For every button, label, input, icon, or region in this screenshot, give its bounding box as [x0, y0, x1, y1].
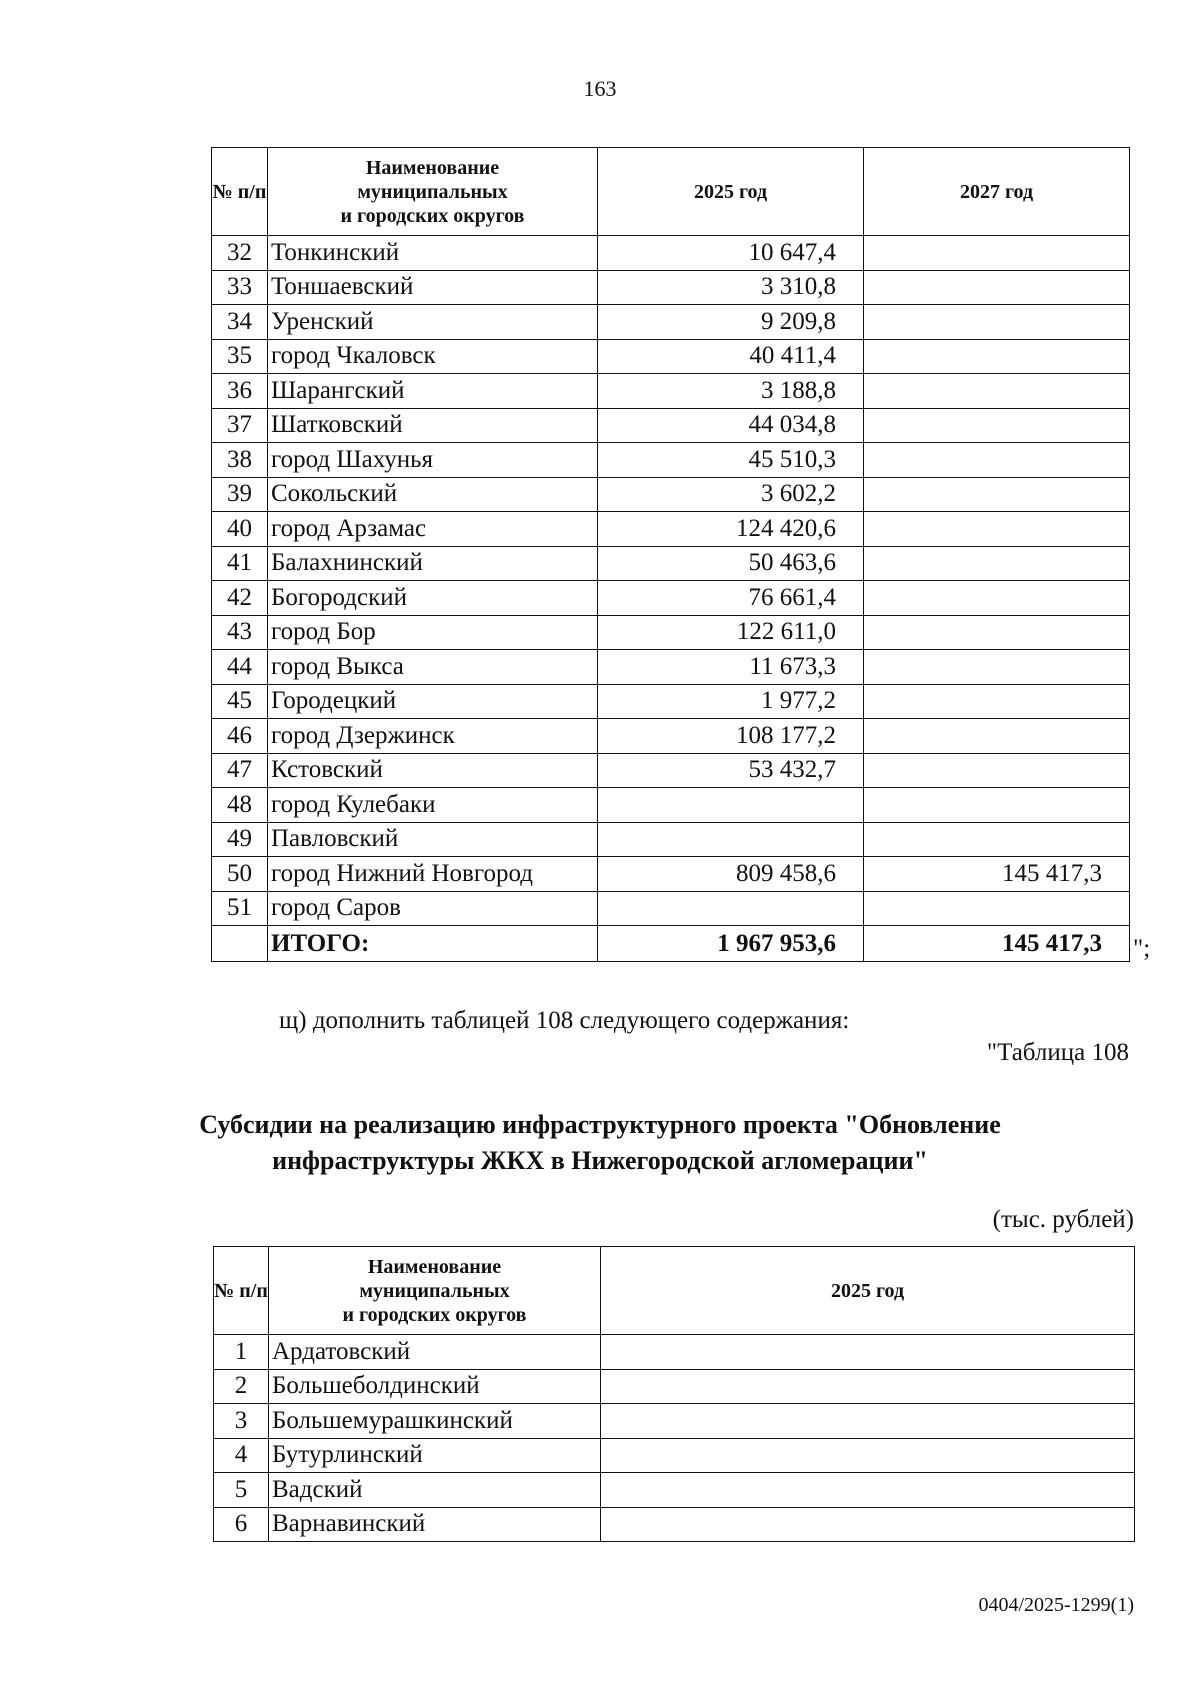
table-row [212, 512, 1130, 547]
municipality-name: Балахнинский [268, 546, 598, 581]
table-row [212, 236, 1130, 271]
row-number: 6 [214, 1507, 269, 1542]
municipality-name: город Бор [268, 615, 598, 650]
value-2027 [864, 305, 1130, 340]
value-2027 [864, 650, 1130, 685]
row-number: 42 [212, 581, 268, 616]
municipality-name: Павловский [268, 822, 598, 857]
municipality-name: город Выкса [268, 650, 598, 685]
municipality-name: Большеболдинский [269, 1369, 601, 1404]
value-2025: 809 458,6 [598, 857, 864, 892]
value-2027 [864, 408, 1130, 443]
total-row [212, 926, 1130, 962]
table-row [212, 546, 1130, 581]
value-2027 [864, 546, 1130, 581]
row-number: 32 [212, 236, 268, 271]
row-number: 51 [212, 891, 268, 926]
units-label: (тыс. рублей) [992, 1206, 1134, 1233]
table-row [212, 270, 1130, 305]
table-row [212, 684, 1130, 719]
municipality-name: город Нижний Новгород [268, 857, 598, 892]
value-2027 [864, 891, 1130, 926]
municipality-name: Шатковский [268, 408, 598, 443]
header-municipality [268, 148, 598, 236]
header-municipality-line3: и городских округов [342, 1303, 527, 1326]
value-2027 [864, 443, 1130, 478]
row-number: 48 [212, 788, 268, 823]
row-number: 1 [214, 1335, 269, 1370]
municipality-name: Уренский [268, 305, 598, 340]
row-number: 45 [212, 684, 268, 719]
table-row [214, 1507, 1135, 1542]
value-2025: 108 177,2 [598, 719, 864, 754]
total-label: ИТОГО: [268, 926, 598, 962]
table-row [212, 477, 1130, 512]
table-row [212, 822, 1130, 857]
table-row [212, 788, 1130, 823]
municipality-name: Сокольский [268, 477, 598, 512]
value-2027 [864, 477, 1130, 512]
table-row [212, 339, 1130, 374]
value-2027 [864, 684, 1130, 719]
municipality-name: Городецкий [268, 684, 598, 719]
municipality-name: город Шахунья [268, 443, 598, 478]
table-row [212, 615, 1130, 650]
row-number: 47 [212, 753, 268, 788]
header-municipality-line3: и городских округов [340, 204, 525, 227]
value-2025: 3 188,8 [598, 374, 864, 409]
row-number: 36 [212, 374, 268, 409]
table-row [214, 1438, 1135, 1473]
value-2027 [864, 719, 1130, 754]
table2-body [214, 1335, 1135, 1542]
municipality-name: Большемурашкинский [269, 1404, 601, 1439]
municipality-name: город Арзамас [268, 512, 598, 547]
value-2025: 40 411,4 [598, 339, 864, 374]
value-2025: 1 977,2 [598, 684, 864, 719]
row-number: 46 [212, 719, 268, 754]
header-municipality [269, 1247, 601, 1335]
table-row [212, 374, 1130, 409]
value-2025 [601, 1369, 1135, 1404]
value-2027 [864, 270, 1130, 305]
value-2025 [601, 1404, 1135, 1439]
row-number: 3 [214, 1404, 269, 1439]
municipality-name: Вадский [269, 1473, 601, 1508]
value-2025 [601, 1507, 1135, 1542]
row-number: 4 [214, 1438, 269, 1473]
municipality-name: Бутурлинский [269, 1438, 601, 1473]
value-2025: 3 310,8 [598, 270, 864, 305]
row-number: 38 [212, 443, 268, 478]
table-row [212, 857, 1130, 892]
table-row [214, 1335, 1135, 1370]
value-2025 [601, 1473, 1135, 1508]
row-number: 44 [212, 650, 268, 685]
value-2027 [864, 512, 1130, 547]
row-number: 41 [212, 546, 268, 581]
value-2027 [864, 753, 1130, 788]
header-municipality-line1: Наименование [367, 1255, 502, 1278]
value-2025: 3 602,2 [598, 477, 864, 512]
subsidy-table-continued [211, 147, 1130, 962]
header-municipality-line2: муниципальных [359, 1279, 510, 1302]
section-title [0, 1107, 1200, 1179]
header-municipality-line1: Наименование [365, 156, 500, 179]
municipality-name: город Дзержинск [268, 719, 598, 754]
value-2025: 11 673,3 [598, 650, 864, 685]
row-number: 34 [212, 305, 268, 340]
value-2025 [601, 1438, 1135, 1473]
header-year-2025: 2025 год [601, 1247, 1135, 1335]
value-2027 [864, 339, 1130, 374]
table-108 [213, 1246, 1135, 1542]
table1-body [212, 236, 1130, 926]
total-num-cell [212, 926, 268, 962]
value-2027 [864, 822, 1130, 857]
municipality-name: Шарангский [268, 374, 598, 409]
value-2025: 44 034,8 [598, 408, 864, 443]
row-number: 50 [212, 857, 268, 892]
table-row [212, 408, 1130, 443]
row-number: 49 [212, 822, 268, 857]
value-2027 [864, 788, 1130, 823]
table-row [212, 443, 1130, 478]
total-2027: 145 417,3 [864, 926, 1130, 962]
municipality-name: город Чкаловск [268, 339, 598, 374]
table-row [214, 1473, 1135, 1508]
municipality-name: Варнавинский [269, 1507, 601, 1542]
value-2027: 145 417,3 [864, 857, 1130, 892]
amendment-text: щ) дополнить таблицей 108 следующего содержания: [279, 1007, 850, 1034]
header-row-number: № п/п [214, 1247, 269, 1335]
municipality-name: Ардатовский [269, 1335, 601, 1370]
header-municipality-line2: муниципальных [357, 180, 508, 203]
municipality-name: город Саров [268, 891, 598, 926]
row-number: 5 [214, 1473, 269, 1508]
row-number: 2 [214, 1369, 269, 1404]
value-2025 [598, 788, 864, 823]
table-row [214, 1404, 1135, 1439]
municipality-name: Богородский [268, 581, 598, 616]
table-row [212, 753, 1130, 788]
section-title-line2: инфраструктуры ЖКХ в Нижегородской агломерации" [272, 1146, 928, 1175]
table-row [212, 719, 1130, 754]
value-2027 [864, 236, 1130, 271]
municipality-name: Кстовский [268, 753, 598, 788]
value-2027 [864, 374, 1130, 409]
header-year-2025: 2025 год [598, 148, 864, 236]
value-2025: 50 463,6 [598, 546, 864, 581]
value-2027 [864, 615, 1130, 650]
row-number: 43 [212, 615, 268, 650]
row-number: 33 [212, 270, 268, 305]
row-number: 39 [212, 477, 268, 512]
value-2025 [598, 891, 864, 926]
value-2025: 122 611,0 [598, 615, 864, 650]
municipality-name: город Кулебаки [268, 788, 598, 823]
value-2025 [598, 822, 864, 857]
value-2025: 53 432,7 [598, 753, 864, 788]
value-2025: 76 661,4 [598, 581, 864, 616]
page-number: 163 [583, 76, 617, 101]
table-row [212, 305, 1130, 340]
row-number: 40 [212, 512, 268, 547]
total-2025: 1 967 953,6 [598, 926, 864, 962]
table-row [212, 581, 1130, 616]
closing-quote: "; [1133, 935, 1151, 962]
value-2025 [601, 1335, 1135, 1370]
table-caption: "Таблица 108 [986, 1039, 1129, 1066]
municipality-name: Тоншаевский [268, 270, 598, 305]
table-row [212, 891, 1130, 926]
row-number: 37 [212, 408, 268, 443]
document-code: 0404/2025-1299(1) [978, 1594, 1134, 1616]
municipality-name: Тонкинский [268, 236, 598, 271]
table-row [212, 650, 1130, 685]
value-2025: 9 209,8 [598, 305, 864, 340]
value-2027 [864, 581, 1130, 616]
value-2025: 10 647,4 [598, 236, 864, 271]
table-row [214, 1369, 1135, 1404]
value-2025: 45 510,3 [598, 443, 864, 478]
section-title-line1: Субсидии на реализацию инфраструктурного проекта "Обновление [199, 1110, 1001, 1139]
row-number: 35 [212, 339, 268, 374]
value-2025: 124 420,6 [598, 512, 864, 547]
header-year-2027: 2027 год [864, 148, 1130, 236]
header-row-number: № п/п [212, 148, 268, 236]
